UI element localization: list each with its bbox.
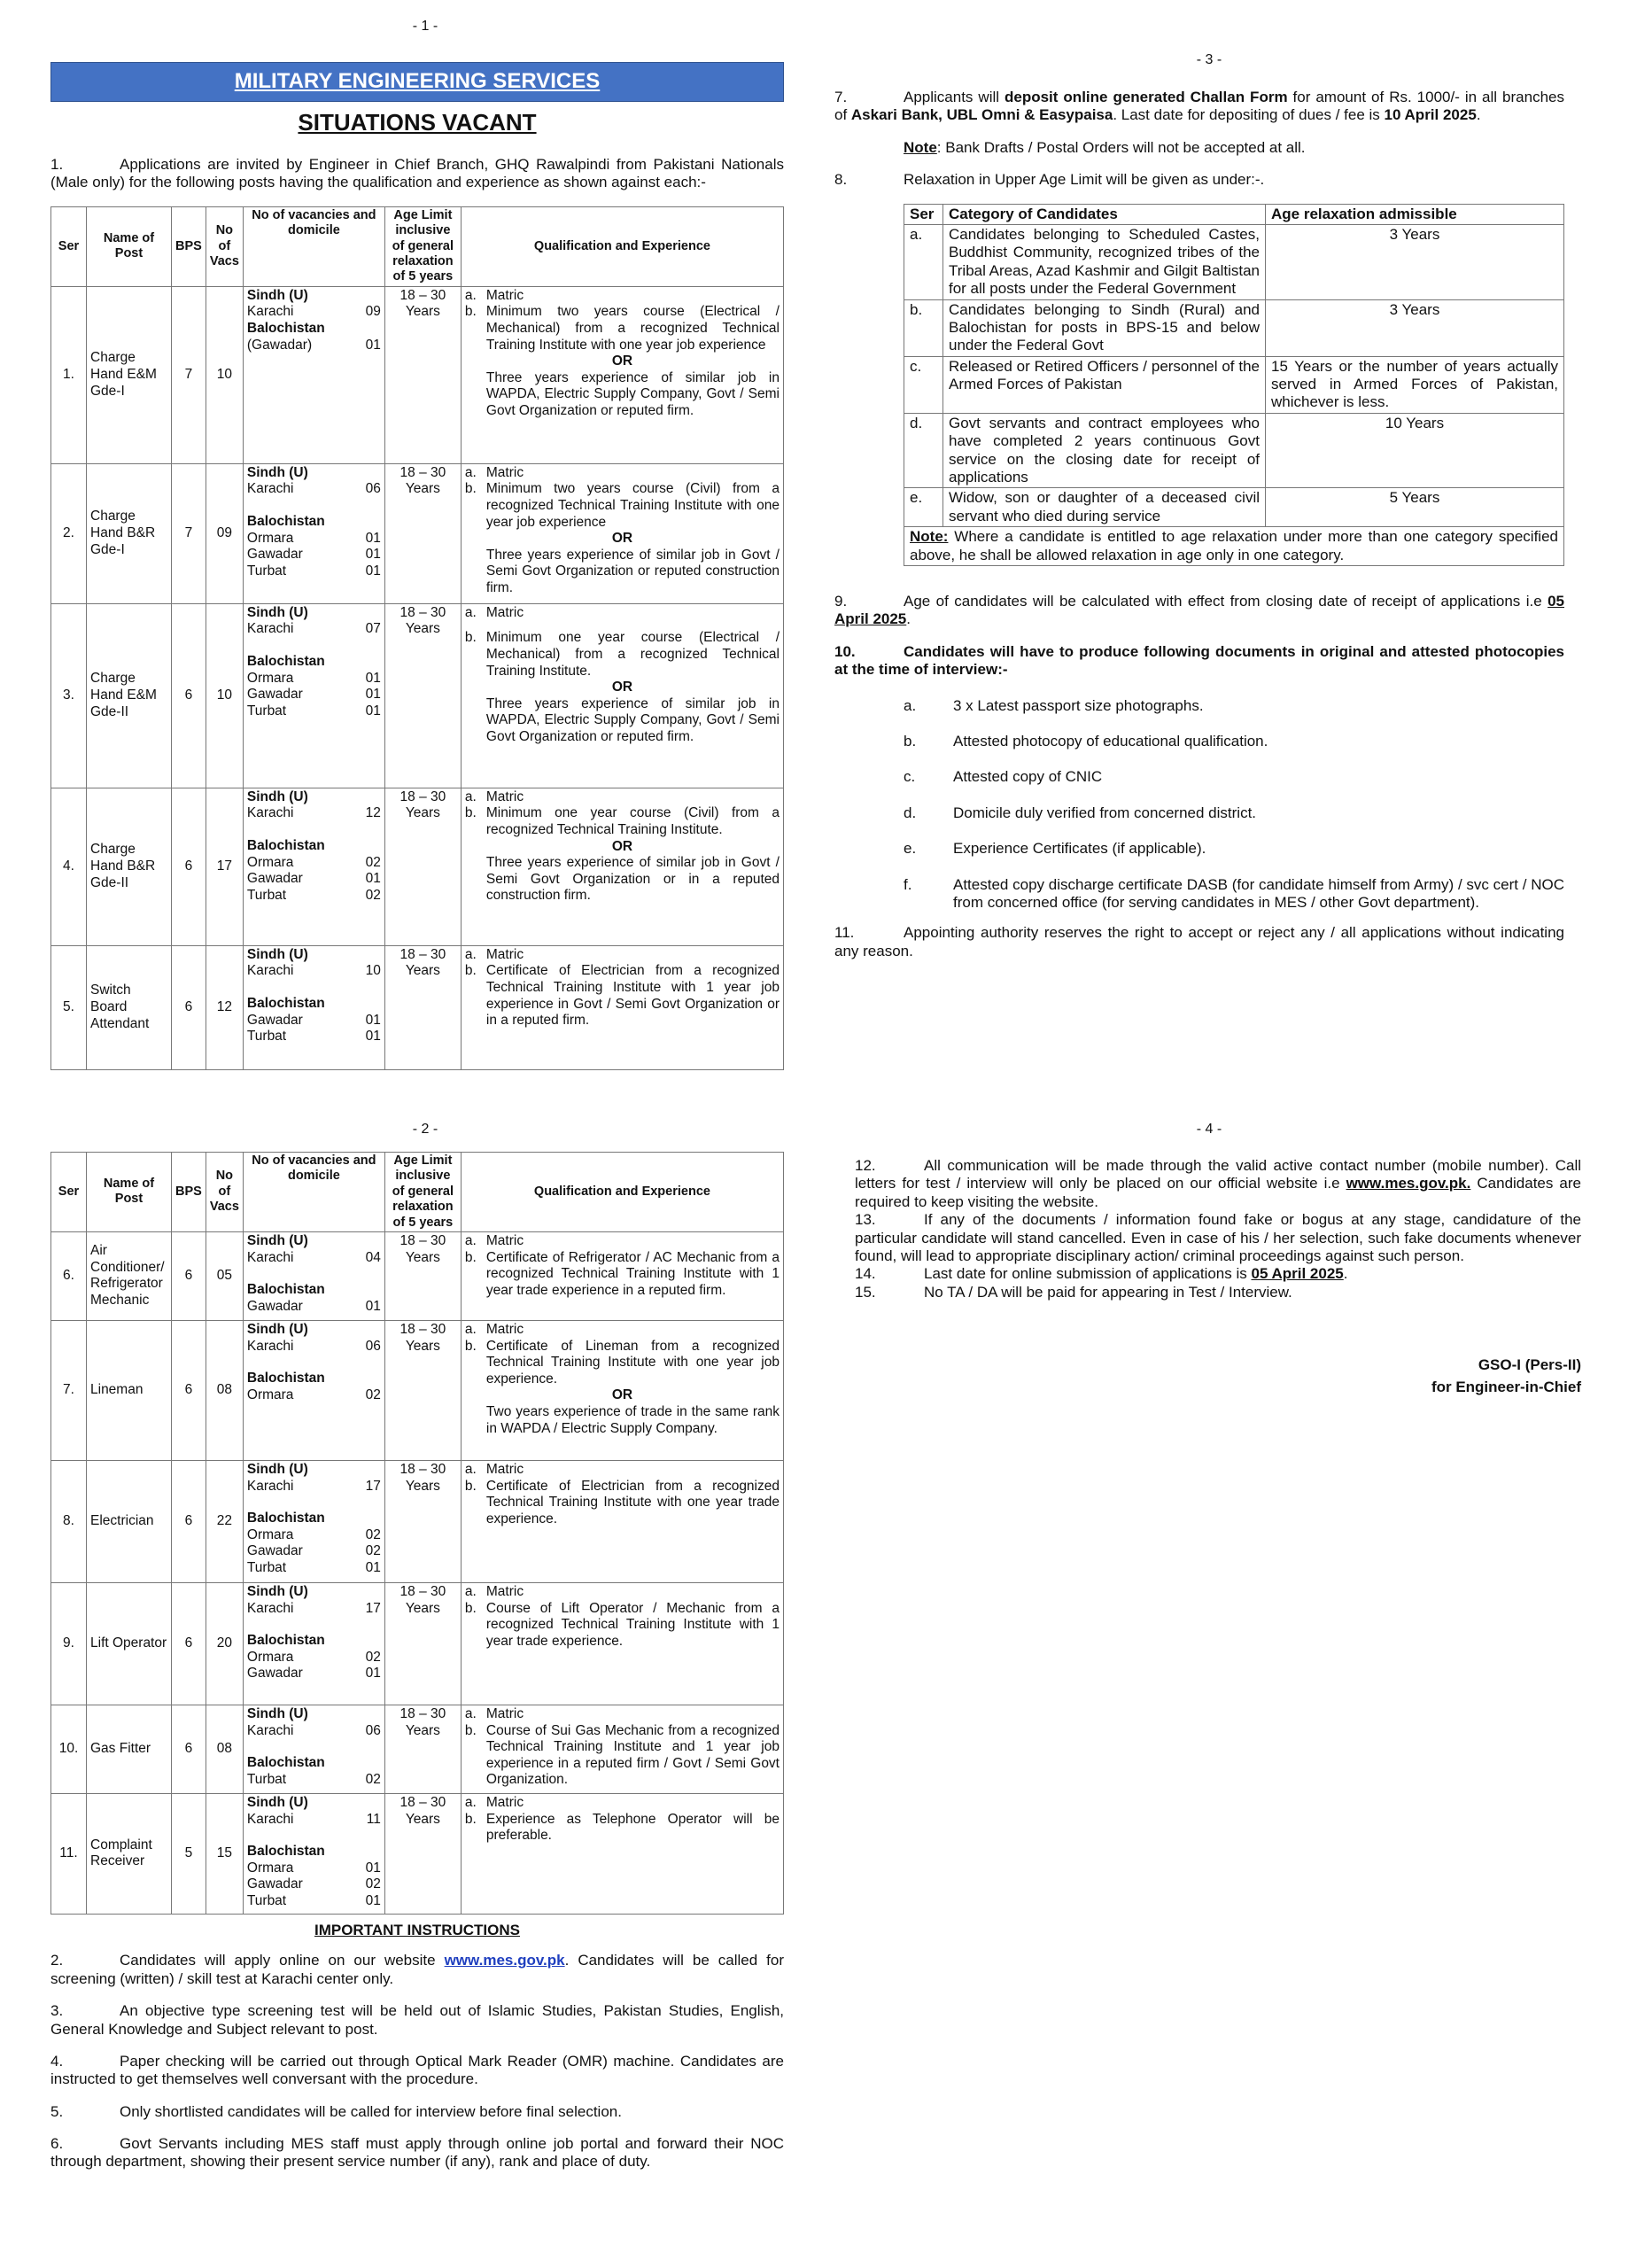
- list-item: a. 3 x Latest passport size photographs.: [904, 696, 1204, 714]
- signature-authority: for Engineer-in-Chief: [1431, 1378, 1581, 1395]
- table-row: 4. Charge Hand B&R Gde-II 6 17 Sindh (U) Karachi 12 Balochistan Ormara 02 Gawadar 01 Turbat 02 18 – 30 Years a. Matric b. Minimum one year course (Civil) from a recognized Technical Training Institute. OR Three years experience of similar job in Govt / Semi Govt Organization or in a reputed construction firm.: [51, 788, 784, 945]
- table-header-row: Ser Name of Post BPS No of Vacs No of vacancies and domicile Age Limit inclusive of general relaxation of 5 years Qualification and Experience: [51, 206, 784, 286]
- instruction-5: 5. Only shortlisted candidates will be called for interview before final selection.: [50, 2102, 622, 2120]
- page-3: [834, 89, 1564, 960]
- paragraph-9: 9. Age of candidates will be calculated with effect from closing date of receipt of applications i.e 05 April 2025.: [834, 592, 1564, 628]
- page-1: [50, 62, 784, 1070]
- documents-list: [834, 697, 1564, 913]
- page-4: [855, 1157, 1581, 1398]
- paragraph-7: 7. Applicants will deposit online generated Challan Form for amount of Rs. 1000/- in all branches of Askari Bank, UBL Omni & Easypaisa. Last date for depositing of dues / fee is 10 April 2025.: [834, 89, 1564, 124]
- table-row: d. Govt servants and contract employees who have completed 2 years continuous Govt service on the closing date for receipt of applications 10 Years: [904, 413, 1564, 488]
- page-title: MILITARY ENGINEERING SERVICES: [50, 62, 784, 102]
- table-header-row: Ser Category of Candidates Age relaxation admissible: [904, 204, 1564, 224]
- list-item: b. Attested photocopy of educational qualification.: [904, 732, 1268, 750]
- table-row: 11. Complaint Receiver 5 15 Sindh (U) Karachi 11 Balochistan Ormara 01 Gawadar 02 Turbat 01 18 – 30 Years a. Matric b. Experience as Telephone Operator will be preferable.: [51, 1793, 784, 1914]
- instructions-heading: IMPORTANT INSTRUCTIONS: [314, 1921, 520, 1938]
- list-item: f. Attested copy discharge certificate DASB (for candidate himself from Army) / svc cert / NOC from concerned office (for serving candidates in MES / other Govt department).: [904, 875, 1564, 911]
- paragraph-13: 13. If any of the documents / information found fake or bogus at any stage, candidature of the particular candidate will stand cancelled. Even in case of his / her selection, such fake documents whenever found, will lead to appropriate disciplinary action/ criminal proceedings against such person.: [855, 1211, 1581, 1264]
- signature-block: [855, 1355, 1581, 1398]
- vacancies-table-page2: [50, 1152, 784, 1915]
- page-subtitle: SITUATIONS VACANT: [298, 108, 537, 136]
- instruction-2: 2. Candidates will apply online on our website www.mes.gov.pk. Candidates will be called for screening (written) / skill test at Karachi center only.: [50, 1952, 784, 1987]
- table-row: 2. Charge Hand B&R Gde-I 7 09 Sindh (U) Karachi 06 Balochistan Ormara 01 Gawadar 01 Turbat 01 18 – 30 Years a. Matric b. Minimum two years course (Civil) from a recognized Technical Training Institute with one year job experience OR Three years experience of similar job in Govt / Semi Govt Organization or reputed construction firm.: [51, 463, 784, 603]
- website-link[interactable]: www.mes.gov.pk.: [1346, 1175, 1471, 1192]
- table-note-row: Note: Where a candidate is entitled to age relaxation under more than one category specified above, he shall be allowed relaxation in age only in one category.: [904, 527, 1564, 566]
- page-number-3: - 3 -: [1196, 52, 1222, 67]
- vacancies-table-page1: [50, 206, 784, 1070]
- table-row: b. Candidates belonging to Sindh (Rural) and Balochistan for posts in BPS-15 and below under the Federal Govt 3 Years: [904, 299, 1564, 356]
- table-row: 8. Electrician 6 22 Sindh (U) Karachi 17 Balochistan Ormara 02 Gawadar 02 Turbat 01 18 – 30 Years a. Matric b. Certificate of Electrician from a recognized Technical Training Institute with one year trade experience.: [51, 1460, 784, 1582]
- instruction-4: 4. Paper checking will be carried out through Optical Mark Reader (OMR) machine. Candidates are instructed to get themselves well conversant with the procedure.: [50, 2052, 784, 2088]
- page-number-4: - 4 -: [1196, 1122, 1222, 1137]
- signature-designation: GSO-I (Pers-II): [1478, 1356, 1581, 1374]
- list-item: d. Domicile duly verified from concerned district.: [904, 804, 1257, 821]
- table-row: 10. Gas Fitter 6 08 Sindh (U) Karachi 06 Balochistan Turbat 02 18 – 30 Years a. Matric b. Course of Sui Gas Mechanic from a recognized Technical Training Institute and 1 year job experience in a reputed firm / Govt / Semi Govt Organization.: [51, 1705, 784, 1793]
- table-row: 3. Charge Hand E&M Gde-II 6 10 Sindh (U) Karachi 07 Balochistan Ormara 01 Gawadar 01 Turbat 01 18 – 30 Years a. Matric b. Minimum one year course (Electrical / Mechanical) from a recognized Technical Training Institute. OR Three years experience of similar job in WAPDA, Electric Supply Company, Govt / Semi Govt Organization or reputed firm.: [51, 603, 784, 788]
- table-row: 5. Switch Board Attendant 6 12 Sindh (U) Karachi 10 Balochistan Gawadar 01 Turbat 01 18 – 30 Years a. Matric b. Certificate of Electrician from a recognized Technical Training Institute with 1 year job experience in Govt / Semi Govt Organization or in a reputed firm.: [51, 945, 784, 1069]
- age-relaxation-table: [904, 204, 1564, 566]
- paragraph-8: 8. Relaxation in Upper Age Limit will be given as under:-.: [834, 171, 1265, 189]
- paragraph-14: 14. Last date for online submission of applications is 05 April 2025.: [855, 1265, 1348, 1283]
- website-link[interactable]: www.mes.gov.pk: [444, 1952, 565, 1969]
- table-row: 9. Lift Operator 6 20 Sindh (U) Karachi 17 Balochistan Ormara 02 Gawadar 01 18 – 30 Years a. Matric b. Course of Lift Operator / Mechanic from a recognized Technical Training Institute with 1 year trade experience.: [51, 1582, 784, 1705]
- table-row: e. Widow, son or daughter of a deceased civil servant who died during service 5 Years: [904, 488, 1564, 527]
- note-7: Note: Bank Drafts / Postal Orders will not be accepted at all.: [904, 138, 1306, 156]
- paragraph-12: 12. All communication will be made through the valid active contact number (mobile number). Call letters for test / interview will only be placed on our official website i.e www.mes.gov.pk. Candidates are required to keep visiting the website.: [855, 1157, 1581, 1210]
- intro-paragraph: 1. Applications are invited by Engineer in Chief Branch, GHQ Rawalpindi from Pakistani Nationals (Male only) for the following posts having the qualification and experience as shown against each:-: [50, 155, 784, 191]
- paragraph-11: 11. Appointing authority reserves the right to accept or reject any / all applications without indicating any reason.: [834, 924, 1564, 959]
- table-row: 1. Charge Hand E&M Gde-I 7 10 Sindh (U) Karachi 09 Balochistan (Gawadar) 01 18 – 30 Years a. Matric b. Minimum two years course (Electrical / Mechanical) from a recognized Technical Training Institute with one year job experience OR Three years experience of similar job in WAPDA, Electric Supply Company, Govt / Semi Govt Organization or reputed firm.: [51, 286, 784, 463]
- table-row: 7. Lineman 6 08 Sindh (U) Karachi 06 Balochistan Ormara 02 18 – 30 Years a. Matric b. Certificate of Lineman from a recognized Technical Training Institute with one year job experience. OR Two years experience of trade in the same rank in WAPDA / Electric Supply Company.: [51, 1320, 784, 1460]
- page-number-1: - 1 -: [412, 19, 438, 34]
- page-2: [50, 1152, 784, 2171]
- page-number-2: - 2 -: [412, 1122, 438, 1137]
- table-header-row: Ser Name of Post BPS No of Vacs No of vacancies and domicile Age Limit inclusive of general relaxation of 5 years Qualification and Experience: [51, 1153, 784, 1232]
- list-item: c. Attested copy of CNIC: [904, 768, 1103, 786]
- list-item: e. Experience Certificates (if applicable).: [904, 840, 1206, 858]
- table-row: a. Candidates belonging to Scheduled Castes, Buddhist Community, recognized tribes of the Tribal Areas, Azad Kashmir and Gilgit Baltistan for all posts under the Federal Government 3 Years: [904, 224, 1564, 299]
- instruction-3: 3. An objective type screening test will be held out of Islamic Studies, Pakistan Studies, English, General Knowledge and Subject relevant to post.: [50, 2002, 784, 2038]
- paragraph-10: 10. Candidates will have to produce following documents in original and attested photocopies at the time of interview:-: [834, 642, 1564, 679]
- paragraph-15: 15. No TA / DA will be paid for appearing in Test / Interview.: [855, 1283, 1292, 1301]
- instruction-6: 6. Govt Servants including MES staff must apply through online job portal and forward their NOC through department, showing their present service number (if any), rank and place of duty.: [50, 2135, 784, 2171]
- table-row: 6. Air Conditioner/ Refrigerator Mechanic 6 05 Sindh (U) Karachi 04 Balochistan Gawadar 01 18 – 30 Years a. Matric b. Certificate of Refrigerator / AC Mechanic from a recognized Technical Training Institute with 1 year trade experience in a reputed firm.: [51, 1231, 784, 1320]
- table-row: c. Released or Retired Officers / personnel of the Armed Forces of Pakistan 15 Years or the number of years actually served in Armed Forces of Pakistan, whichever is less.: [904, 356, 1564, 413]
